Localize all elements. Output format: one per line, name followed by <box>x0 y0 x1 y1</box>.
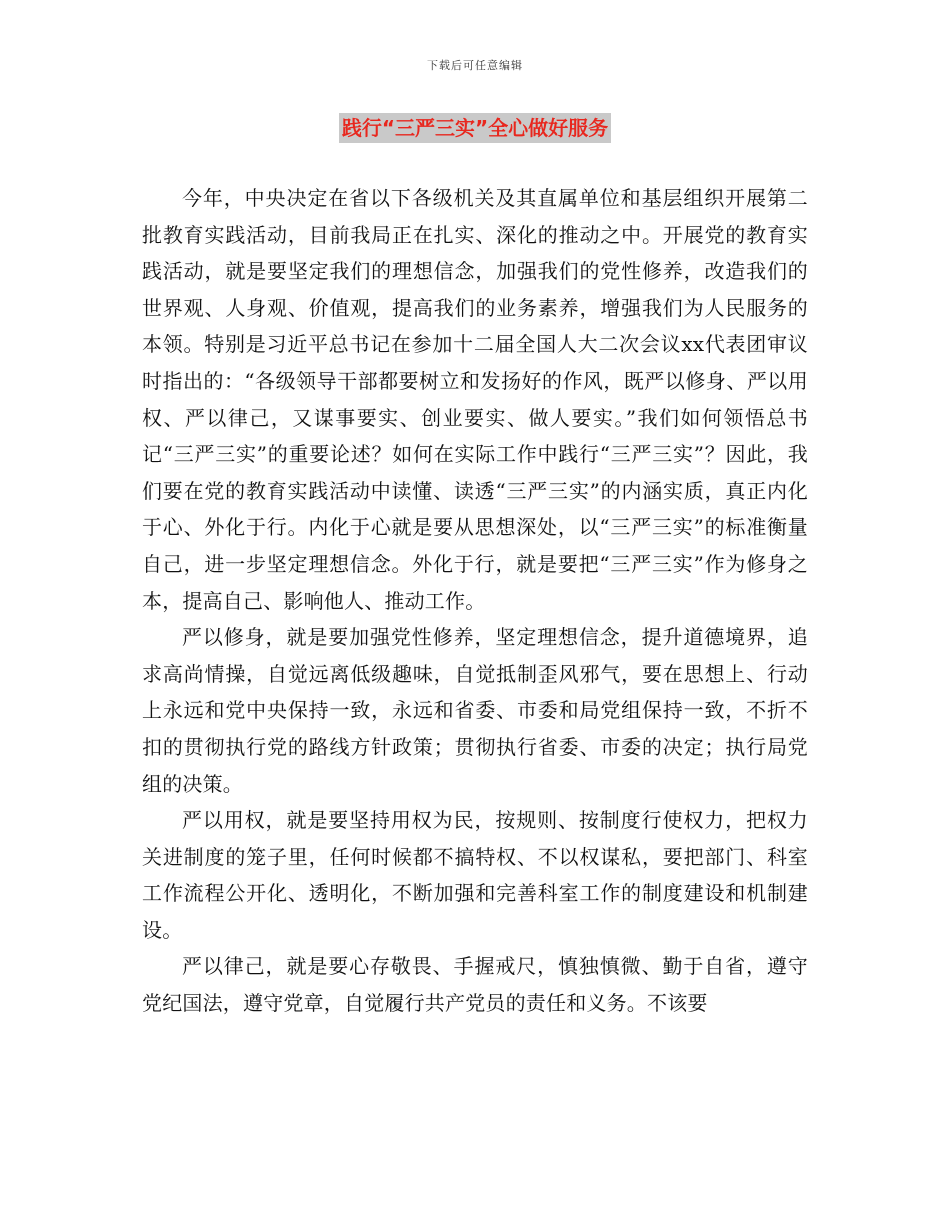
title-container <box>0 113 950 143</box>
paragraph: 严以律己，就是要心存敬畏、手握戒尺，慎独慎微、勤于自省，遵守党纪国法，遵守党章，自觉履行共产党员的责任和义务。不该要 <box>142 954 808 1016</box>
document-body <box>142 180 808 1022</box>
paragraph: 严以修身，就是要加强党性修养，坚定理想信念，提升道德境界，追求高尚情操，自觉远离低级趣味，自觉抵制歪风邪气，要在思想上、行动上永远和党中央保持一致，永远和省委、市委和局党组保持一致，不折不扣的贯彻执行党的路线方针政策；贯彻执行省委、市委的决定；执行局党组的决策。 <box>142 625 808 796</box>
paragraph: 今年，中央决定在省以下各级机关及其直属单位和基层组织开展第二批教育实践活动，目前我局正在扎实、深化的推动之中。开展党的教育实践活动，就是要坚定我们的理想信念，加强我们的党性修养，改造我们的世界观、人身观、价值观，提高我们的业务素养，增强我们为人民服务的本领。特别是习近平总书记在参加十二届全国人大二次会议xx代表团审议时指出的：“各级领导干部都要树立和发扬好的作风，既严以修身、严以用权、严以律己，又谋事要实、创业要实、做人要实。”我们如何领悟总书记“三严三实”的重要论述？如何在实际工作中践行“三严三实”？因此，我们要在党的教育实践活动中读懂、读透“三严三实”的内涵实质，真正内化于心、外化于行。内化于心就是要从思想深处，以“三严三实”的标准衡量自己，进一步坚定理想信念。外化于行，就是要把“三严三实”作为修身之本，提高自己、影响他人、推动工作。 <box>142 186 808 613</box>
document-title: 践行“三严三实”全心做好服务 <box>339 113 611 143</box>
paragraph: 严以用权，就是要坚持用权为民，按规则、按制度行使权力，把权力关进制度的笼子里，任何时候都不搞特权、不以权谋私，要把部门、科室工作流程公开化、透明化，不断加强和完善科室工作的制度建设和机制建设。 <box>142 808 808 942</box>
header-note: 下载后可任意编辑 <box>427 59 523 72</box>
